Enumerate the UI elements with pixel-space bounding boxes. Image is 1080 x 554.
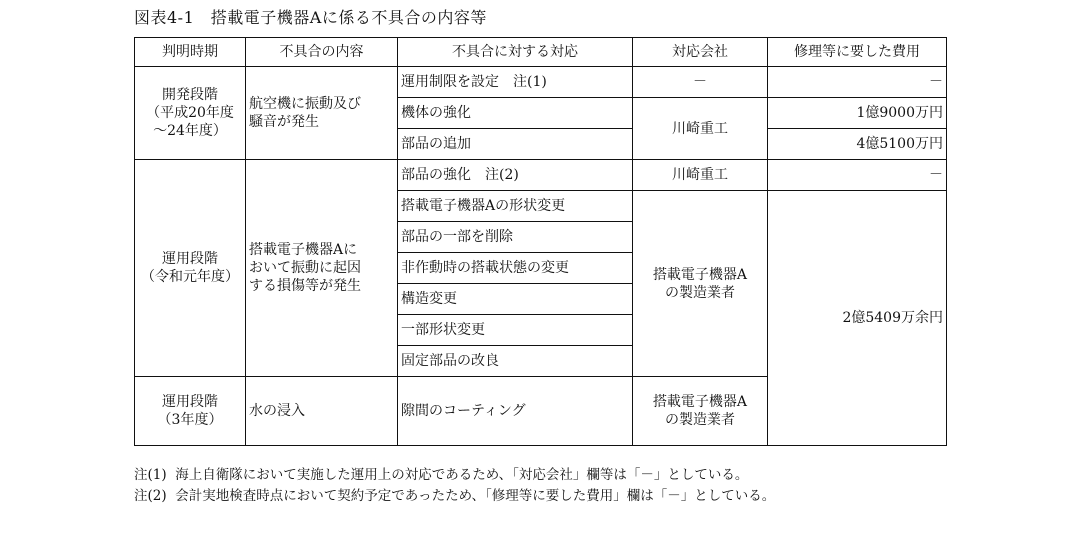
defect-cell: 搭載電子機器Aに おいて振動に起因 する損傷等が発生 xyxy=(246,160,398,377)
period-cell: 運用段階 （3年度） xyxy=(135,377,246,446)
measure-cell: 隙間のコーティング xyxy=(398,377,633,446)
measure-cell: 一部形状変更 xyxy=(398,315,633,346)
company-cell: － xyxy=(633,67,768,98)
cost-cell: － xyxy=(768,160,947,191)
cost-cell: 2億5409万余円 xyxy=(768,191,947,446)
measure-cell: 部品の一部を削除 xyxy=(398,222,633,253)
measure-cell: 運用制限を設定 注(1) xyxy=(398,67,633,98)
measure-cell: 機体の強化 xyxy=(398,98,633,129)
company-cell: 川崎重工 xyxy=(633,160,768,191)
company-cell: 搭載電子機器A の製造業者 xyxy=(633,377,768,446)
period-cell: 開発段階 （平成20年度 ～24年度） xyxy=(135,67,246,160)
header-period: 判明時期 xyxy=(135,38,246,67)
defect-cell: 航空機に振動及び 騒音が発生 xyxy=(246,67,398,160)
measure-cell: 非作動時の搭載状態の変更 xyxy=(398,253,633,284)
company-cell: 川崎重工 xyxy=(633,98,768,160)
table-row xyxy=(135,160,947,191)
cost-cell: － xyxy=(768,67,947,98)
measure-cell: 部品の強化 注(2) xyxy=(398,160,633,191)
measure-cell: 部品の追加 xyxy=(398,129,633,160)
header-company: 対応会社 xyxy=(633,38,768,67)
cost-cell: 1億9000万円 xyxy=(768,98,947,129)
cost-cell: 4億5100万円 xyxy=(768,129,947,160)
footnote-2: 注(2) 会計実地検査時点において契約予定であったため、「修理等に要した費用」欄は「－」としている。 xyxy=(134,488,776,504)
measure-cell: 構造変更 xyxy=(398,284,633,315)
header-row xyxy=(135,38,947,67)
measure-cell: 搭載電子機器Aの形状変更 xyxy=(398,191,633,222)
defect-cell: 水の浸入 xyxy=(246,377,398,446)
header-cost: 修理等に要した費用 xyxy=(768,38,947,67)
header-measure: 不具合に対する対応 xyxy=(398,38,633,67)
table-row xyxy=(135,67,947,98)
company-cell: 搭載電子機器A の製造業者 xyxy=(633,191,768,377)
period-cell: 運用段階 （令和元年度） xyxy=(135,160,246,377)
defect-table xyxy=(134,37,947,446)
footnote-1: 注(1) 海上自衛隊において実施した運用上の対応であるため、「対応会社」欄等は「－」としている。 xyxy=(134,467,749,483)
figure-title: 図表4-1 搭載電子機器Aに係る不具合の内容等 xyxy=(134,8,487,27)
measure-cell: 固定部品の改良 xyxy=(398,346,633,377)
header-defect: 不具合の内容 xyxy=(246,38,398,67)
